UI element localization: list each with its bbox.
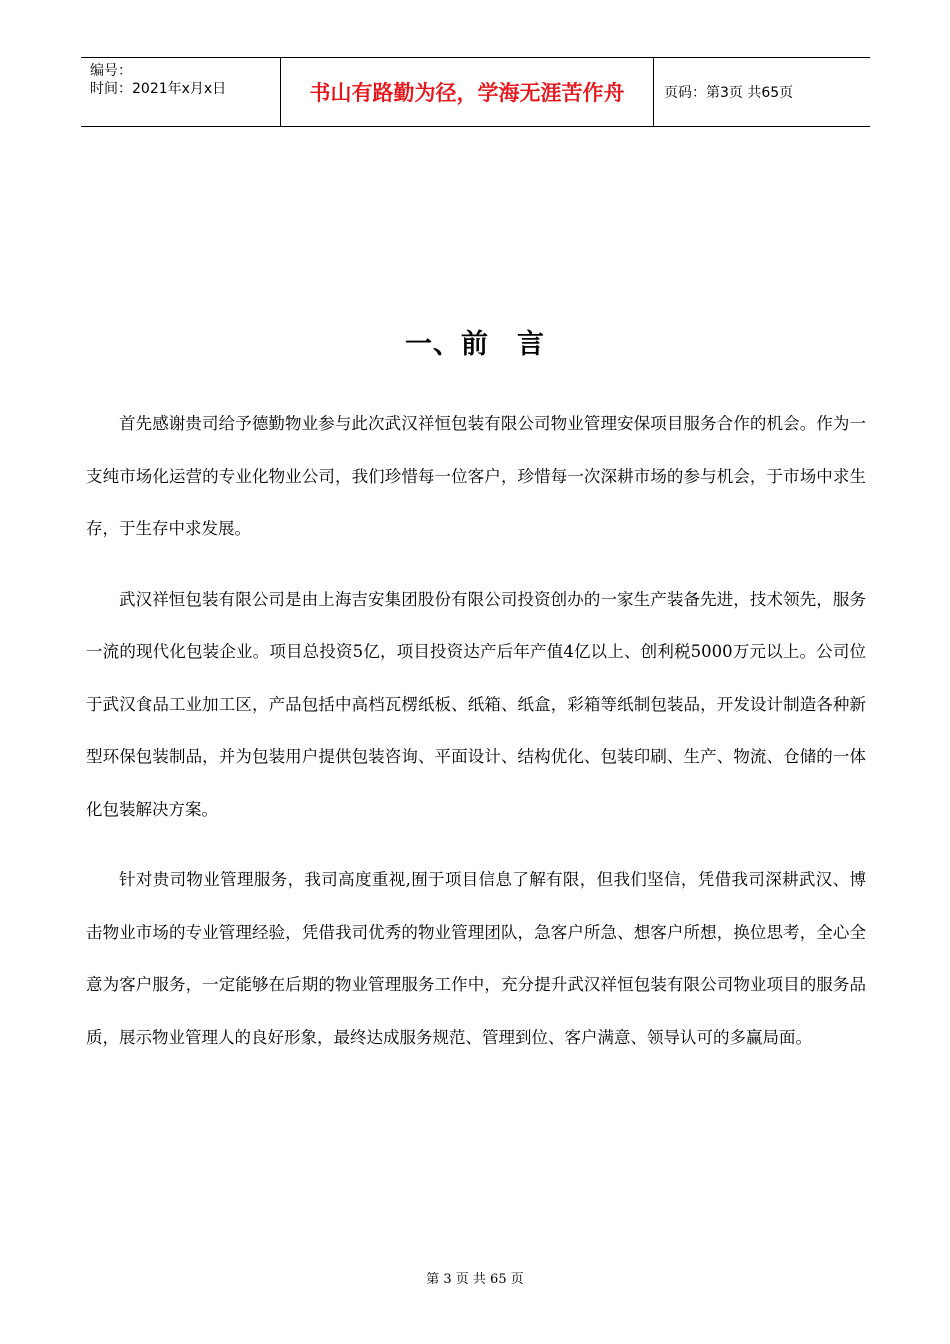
- paragraph: 武汉祥恒包装有限公司是由上海吉安集团股份有限公司投资创办的一家生产装备先进，技术领先，服务一流的现代化包装企业。项目总投资5亿，项目投资达产后年产值4亿以上、创利税5000万元以上。公司位于武汉食品工业加工区，产品包括中高档瓦楞纸板、纸箱、纸盒，彩箱等纸制包装品，开发设计制造各种新型环保包装制品，并为包装用户提供包装咨询、平面设计、结构优化、包装印刷、生产、物流、仓储的一体化包装解决方案。: [86, 589, 866, 819]
- time-label: 时间：2021年x月x日: [90, 81, 227, 97]
- header-meta: [81, 58, 281, 126]
- body-text: [86, 398, 866, 1082]
- page-footer: 第 3 页 共 65 页: [426, 1272, 524, 1287]
- number-label: 编号：: [90, 63, 132, 79]
- paragraph: 针对贵司物业管理服务，我司高度重视,囿于项目信息了解有限，但我们坚信，凭借我司深耕武汉、博击物业市场的专业管理经验，凭借我司优秀的物业管理团队，急客户所急、想客户所想，换位思考，全心全意为客户服务，一定能够在后期的物业管理服务工作中，充分提升武汉祥恒包装有限公司物业项目的服务品质，展示物业管理人的良好形象，最终达成服务规范、管理到位、客户满意、领导认可的多赢局面。: [86, 870, 866, 1047]
- paragraph: 首先感谢贵司给予德勤物业参与此次武汉祥恒包装有限公司物业管理安保项目服务合作的机会。作为一支纯市场化运营的专业化物业公司，我们珍惜每一位客户，珍惜每一次深耕市场的参与机会，于市场中求生存，于生存中求发展。: [86, 414, 866, 538]
- section-title: 一、前 言: [405, 329, 545, 360]
- header-motto: 书山有路勤为径，学海无涯苦作舟: [281, 58, 654, 126]
- page-header: [81, 57, 870, 127]
- header-page-code: 页码：第3页 共65页: [664, 85, 794, 101]
